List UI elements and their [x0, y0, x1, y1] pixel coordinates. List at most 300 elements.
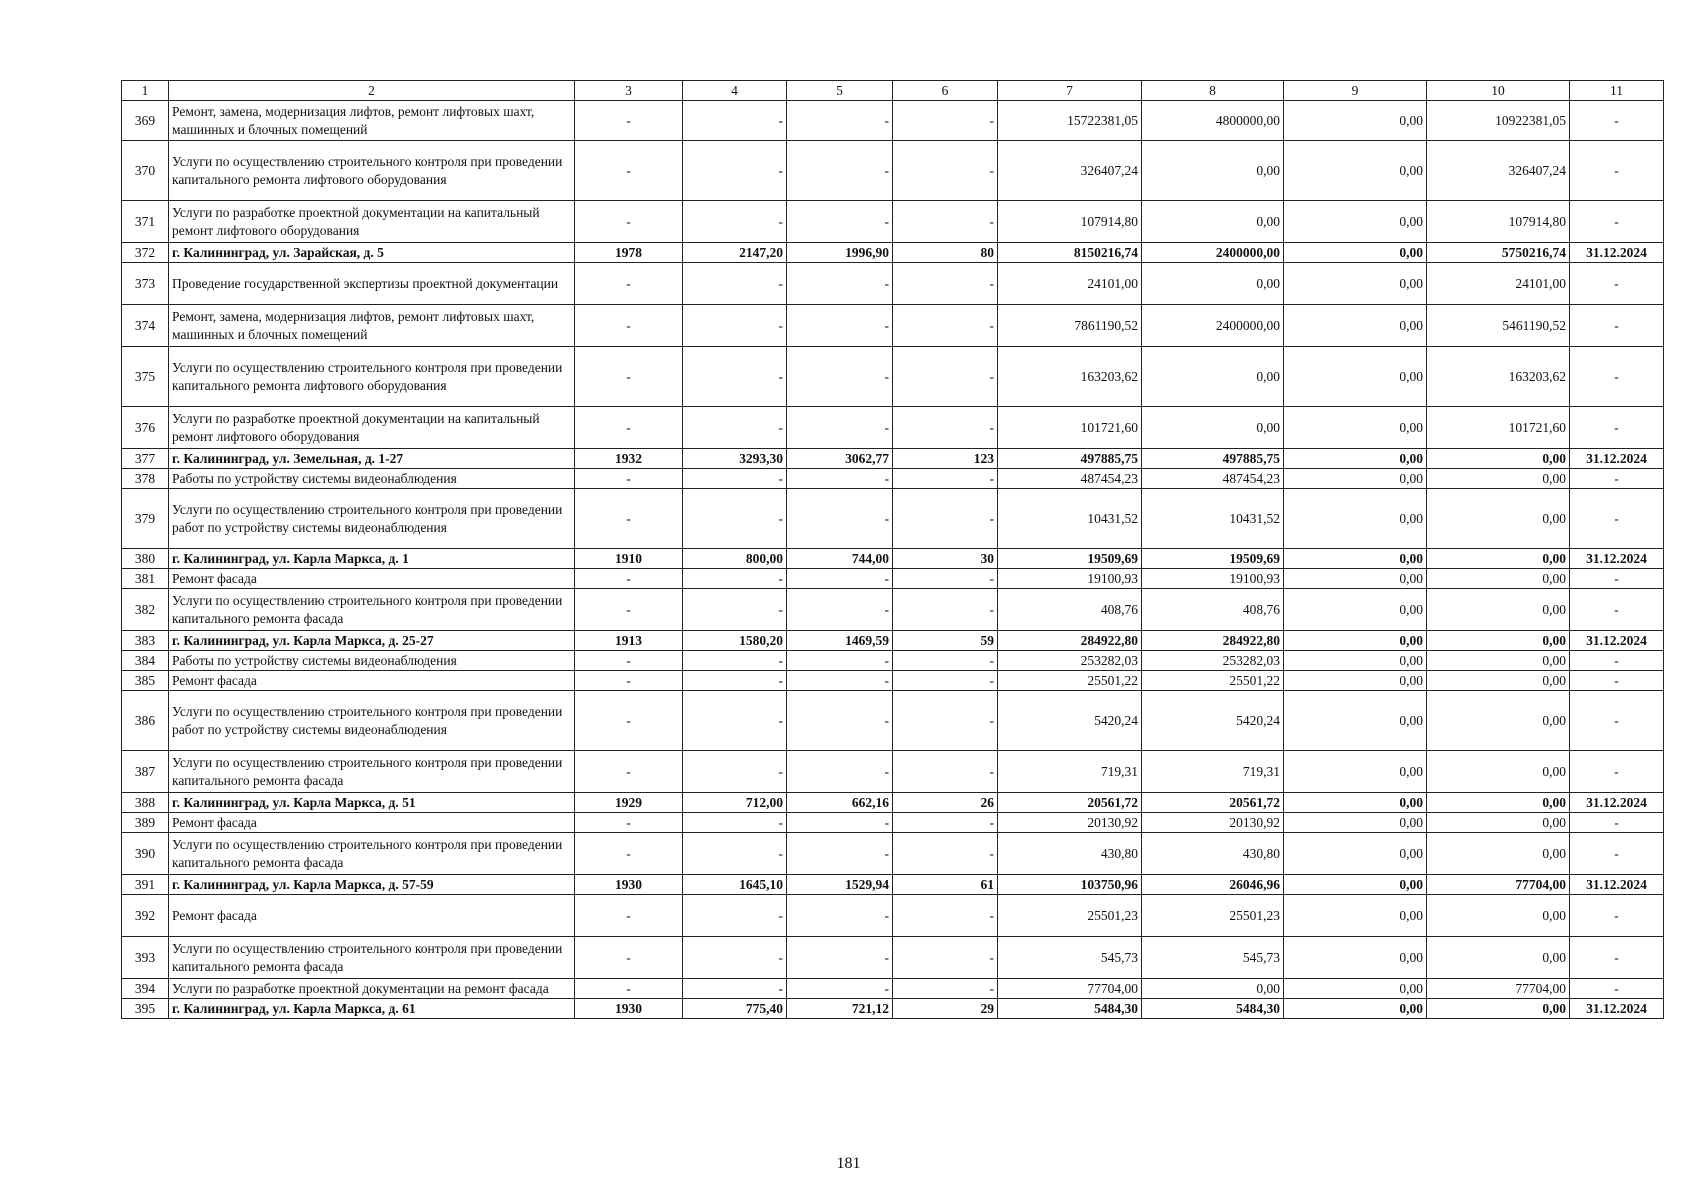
value-cell-6: 59 [893, 631, 998, 651]
header-cell: 9 [1284, 81, 1427, 101]
value-cell-9: 0,00 [1284, 489, 1427, 549]
value-cell-10: 0,00 [1427, 833, 1570, 875]
date-cell: - [1570, 751, 1664, 793]
date-cell: 31.12.2024 [1570, 999, 1664, 1019]
value-cell-6: - [893, 937, 998, 979]
value-cell-6: - [893, 813, 998, 833]
value-cell-6: - [893, 691, 998, 751]
row-name-cell: Услуги по разработке проектной документации на ремонт фасада [169, 979, 575, 999]
row-name-cell: Услуги по осуществлению строительного контроля при проведении капитального ремонта фасада [169, 937, 575, 979]
value-cell-4: - [683, 489, 787, 549]
row-number-cell: 371 [122, 201, 169, 243]
value-cell-8: 2400000,00 [1142, 243, 1284, 263]
value-cell-8: 10431,52 [1142, 489, 1284, 549]
page-number: 181 [836, 1155, 861, 1172]
table-row [122, 489, 1664, 549]
table-row [122, 751, 1664, 793]
date-cell: - [1570, 937, 1664, 979]
value-cell-9: 0,00 [1284, 813, 1427, 833]
value-cell-5: 721,12 [787, 999, 893, 1019]
value-cell-6: 29 [893, 999, 998, 1019]
value-cell-6: - [893, 101, 998, 141]
header-cell: 2 [169, 81, 575, 101]
year-cell: 1932 [575, 449, 683, 469]
row-name-cell: Услуги по осуществлению строительного контроля при проведении работ по устройству системы видеонаблюдения [169, 691, 575, 751]
value-cell-8: 0,00 [1142, 263, 1284, 305]
value-cell-5: - [787, 569, 893, 589]
value-cell-5: - [787, 895, 893, 937]
value-cell-6: - [893, 671, 998, 691]
value-cell-5: - [787, 937, 893, 979]
value-cell-6: - [893, 895, 998, 937]
date-cell: 31.12.2024 [1570, 875, 1664, 895]
year-cell: - [575, 651, 683, 671]
date-cell: 31.12.2024 [1570, 793, 1664, 813]
value-cell-6: - [893, 469, 998, 489]
value-cell-7: 430,80 [998, 833, 1142, 875]
header-cell: 8 [1142, 81, 1284, 101]
year-cell: - [575, 407, 683, 449]
row-name-cell: Услуги по разработке проектной документации на капитальный ремонт лифтового оборудования [169, 407, 575, 449]
value-cell-9: 0,00 [1284, 671, 1427, 691]
row-name-cell: г. Калининград, ул. Карла Маркса, д. 57-59 [169, 875, 575, 895]
year-cell: 1913 [575, 631, 683, 651]
row-number-cell: 389 [122, 813, 169, 833]
value-cell-8: 430,80 [1142, 833, 1284, 875]
value-cell-5: - [787, 469, 893, 489]
value-cell-10: 0,00 [1427, 937, 1570, 979]
value-cell-5: - [787, 263, 893, 305]
value-cell-8: 487454,23 [1142, 469, 1284, 489]
value-cell-10: 10922381,05 [1427, 101, 1570, 141]
value-cell-6: - [893, 305, 998, 347]
value-cell-5: - [787, 691, 893, 751]
value-cell-4: - [683, 201, 787, 243]
value-cell-8: 5484,30 [1142, 999, 1284, 1019]
value-cell-7: 487454,23 [998, 469, 1142, 489]
value-cell-10: 101721,60 [1427, 407, 1570, 449]
value-cell-10: 77704,00 [1427, 979, 1570, 999]
value-cell-9: 0,00 [1284, 793, 1427, 813]
year-cell: - [575, 751, 683, 793]
value-cell-10: 0,00 [1427, 751, 1570, 793]
value-cell-6: - [893, 651, 998, 671]
value-cell-5: - [787, 141, 893, 201]
row-number-cell: 379 [122, 489, 169, 549]
header-cell: 3 [575, 81, 683, 101]
value-cell-5: - [787, 347, 893, 407]
row-name-cell: г. Калининград, ул. Карла Маркса, д. 61 [169, 999, 575, 1019]
value-cell-9: 0,00 [1284, 201, 1427, 243]
value-cell-8: 2400000,00 [1142, 305, 1284, 347]
date-cell: - [1570, 895, 1664, 937]
value-cell-6: - [893, 589, 998, 631]
row-name-cell: Работы по устройству системы видеонаблюдения [169, 651, 575, 671]
value-cell-10: 0,00 [1427, 671, 1570, 691]
address-row [122, 999, 1664, 1019]
value-cell-9: 0,00 [1284, 549, 1427, 569]
value-cell-4: 775,40 [683, 999, 787, 1019]
value-cell-9: 0,00 [1284, 263, 1427, 305]
value-cell-4: - [683, 691, 787, 751]
value-cell-9: 0,00 [1284, 751, 1427, 793]
value-cell-4: - [683, 751, 787, 793]
table-row [122, 101, 1664, 141]
row-number-cell: 381 [122, 569, 169, 589]
value-cell-5: 1529,94 [787, 875, 893, 895]
row-number-cell: 390 [122, 833, 169, 875]
value-cell-7: 5420,24 [998, 691, 1142, 751]
value-cell-10: 0,00 [1427, 549, 1570, 569]
value-cell-6: 80 [893, 243, 998, 263]
column-number-header [122, 81, 1664, 101]
date-cell: - [1570, 305, 1664, 347]
value-cell-10: 0,00 [1427, 569, 1570, 589]
row-name-cell: г. Калининград, ул. Зарайская, д. 5 [169, 243, 575, 263]
value-cell-8: 0,00 [1142, 201, 1284, 243]
row-number-cell: 378 [122, 469, 169, 489]
value-cell-8: 25501,23 [1142, 895, 1284, 937]
value-cell-8: 20130,92 [1142, 813, 1284, 833]
table-row [122, 347, 1664, 407]
row-name-cell: Услуги по осуществлению строительного контроля при проведении капитального ремонта лифтового оборудования [169, 347, 575, 407]
value-cell-7: 24101,00 [998, 263, 1142, 305]
value-cell-10: 24101,00 [1427, 263, 1570, 305]
value-cell-8: 719,31 [1142, 751, 1284, 793]
row-number-cell: 372 [122, 243, 169, 263]
table-row [122, 407, 1664, 449]
row-number-cell: 382 [122, 589, 169, 631]
header-cell: 1 [122, 81, 169, 101]
year-cell: - [575, 979, 683, 999]
year-cell: - [575, 263, 683, 305]
value-cell-8: 253282,03 [1142, 651, 1284, 671]
value-cell-10: 0,00 [1427, 631, 1570, 651]
row-name-cell: г. Калининград, ул. Земельная, д. 1-27 [169, 449, 575, 469]
value-cell-10: 0,00 [1427, 489, 1570, 549]
value-cell-5: - [787, 651, 893, 671]
value-cell-6: 26 [893, 793, 998, 813]
value-cell-8: 0,00 [1142, 979, 1284, 999]
table-row [122, 469, 1664, 489]
table-row [122, 813, 1664, 833]
year-cell: - [575, 937, 683, 979]
row-number-cell: 369 [122, 101, 169, 141]
date-cell: - [1570, 833, 1664, 875]
table-row [122, 937, 1664, 979]
value-cell-4: - [683, 141, 787, 201]
value-cell-7: 103750,96 [998, 875, 1142, 895]
row-number-cell: 376 [122, 407, 169, 449]
year-cell: 1929 [575, 793, 683, 813]
value-cell-9: 0,00 [1284, 999, 1427, 1019]
header-cell: 4 [683, 81, 787, 101]
value-cell-4: - [683, 347, 787, 407]
value-cell-4: - [683, 671, 787, 691]
row-name-cell: г. Калининград, ул. Карла Маркса, д. 51 [169, 793, 575, 813]
value-cell-8: 408,76 [1142, 589, 1284, 631]
date-cell: - [1570, 201, 1664, 243]
year-cell: - [575, 895, 683, 937]
date-cell: - [1570, 651, 1664, 671]
value-cell-7: 101721,60 [998, 407, 1142, 449]
year-cell: 1910 [575, 549, 683, 569]
value-cell-9: 0,00 [1284, 631, 1427, 651]
row-name-cell: Услуги по осуществлению строительного контроля при проведении работ по устройству системы видеонаблюдения [169, 489, 575, 549]
table-row [122, 141, 1664, 201]
table-row [122, 979, 1664, 999]
value-cell-10: 0,00 [1427, 813, 1570, 833]
value-cell-7: 25501,23 [998, 895, 1142, 937]
value-cell-4: 1580,20 [683, 631, 787, 651]
row-name-cell: Услуги по осуществлению строительного контроля при проведении капитального ремонта лифтового оборудования [169, 141, 575, 201]
year-cell: - [575, 141, 683, 201]
value-cell-7: 107914,80 [998, 201, 1142, 243]
row-name-cell: Ремонт фасада [169, 813, 575, 833]
value-cell-8: 284922,80 [1142, 631, 1284, 651]
value-cell-7: 497885,75 [998, 449, 1142, 469]
date-cell: - [1570, 407, 1664, 449]
date-cell: - [1570, 569, 1664, 589]
value-cell-7: 15722381,05 [998, 101, 1142, 141]
header-cell: 7 [998, 81, 1142, 101]
year-cell: - [575, 347, 683, 407]
address-row [122, 449, 1664, 469]
value-cell-4: 800,00 [683, 549, 787, 569]
value-cell-10: 0,00 [1427, 691, 1570, 751]
value-cell-9: 0,00 [1284, 589, 1427, 631]
value-cell-4: - [683, 895, 787, 937]
value-cell-10: 5461190,52 [1427, 305, 1570, 347]
value-cell-9: 0,00 [1284, 651, 1427, 671]
table-row [122, 201, 1664, 243]
value-cell-7: 20561,72 [998, 793, 1142, 813]
value-cell-7: 719,31 [998, 751, 1142, 793]
table-row [122, 263, 1664, 305]
value-cell-8: 497885,75 [1142, 449, 1284, 469]
year-cell: - [575, 489, 683, 549]
row-name-cell: Услуги по осуществлению строительного контроля при проведении капитального ремонта фасада [169, 589, 575, 631]
value-cell-6: - [893, 489, 998, 549]
value-cell-7: 77704,00 [998, 979, 1142, 999]
value-cell-5: - [787, 751, 893, 793]
value-cell-10: 326407,24 [1427, 141, 1570, 201]
value-cell-4: 712,00 [683, 793, 787, 813]
address-row [122, 793, 1664, 813]
value-cell-5: - [787, 101, 893, 141]
value-cell-4: - [683, 833, 787, 875]
value-cell-4: - [683, 569, 787, 589]
table-row [122, 305, 1664, 347]
date-cell: - [1570, 813, 1664, 833]
value-cell-9: 0,00 [1284, 449, 1427, 469]
value-cell-9: 0,00 [1284, 691, 1427, 751]
table-row [122, 569, 1664, 589]
value-cell-7: 253282,03 [998, 651, 1142, 671]
table-row [122, 671, 1664, 691]
value-cell-6: - [893, 347, 998, 407]
value-cell-5: - [787, 833, 893, 875]
value-cell-6: - [893, 979, 998, 999]
value-cell-9: 0,00 [1284, 979, 1427, 999]
value-cell-4: - [683, 305, 787, 347]
value-cell-7: 19509,69 [998, 549, 1142, 569]
date-cell: - [1570, 141, 1664, 201]
value-cell-5: 744,00 [787, 549, 893, 569]
year-cell: - [575, 833, 683, 875]
value-cell-6: - [893, 833, 998, 875]
row-name-cell: г. Калининград, ул. Карла Маркса, д. 1 [169, 549, 575, 569]
row-name-cell: Работы по устройству системы видеонаблюдения [169, 469, 575, 489]
register-table [121, 80, 1664, 1019]
value-cell-9: 0,00 [1284, 937, 1427, 979]
table-row [122, 589, 1664, 631]
header-cell: 6 [893, 81, 998, 101]
date-cell: 31.12.2024 [1570, 549, 1664, 569]
year-cell: - [575, 813, 683, 833]
value-cell-9: 0,00 [1284, 141, 1427, 201]
value-cell-6: - [893, 201, 998, 243]
value-cell-9: 0,00 [1284, 305, 1427, 347]
value-cell-7: 19100,93 [998, 569, 1142, 589]
value-cell-4: - [683, 101, 787, 141]
value-cell-9: 0,00 [1284, 243, 1427, 263]
row-name-cell: Ремонт фасада [169, 569, 575, 589]
address-row [122, 243, 1664, 263]
year-cell: - [575, 101, 683, 141]
date-cell: - [1570, 347, 1664, 407]
row-number-cell: 395 [122, 999, 169, 1019]
date-cell: 31.12.2024 [1570, 631, 1664, 651]
value-cell-5: 1469,59 [787, 631, 893, 651]
address-row [122, 549, 1664, 569]
row-name-cell: Ремонт фасада [169, 671, 575, 691]
address-row [122, 875, 1664, 895]
row-number-cell: 388 [122, 793, 169, 813]
value-cell-10: 77704,00 [1427, 875, 1570, 895]
value-cell-4: - [683, 407, 787, 449]
row-name-cell: Услуги по разработке проектной документации на капитальный ремонт лифтового оборудования [169, 201, 575, 243]
value-cell-7: 326407,24 [998, 141, 1142, 201]
value-cell-7: 284922,80 [998, 631, 1142, 651]
row-number-cell: 394 [122, 979, 169, 999]
value-cell-10: 0,00 [1427, 895, 1570, 937]
value-cell-5: - [787, 979, 893, 999]
value-cell-9: 0,00 [1284, 469, 1427, 489]
row-name-cell: Ремонт, замена, модернизация лифтов, ремонт лифтовых шахт, машинных и блочных помещений [169, 305, 575, 347]
row-number-cell: 393 [122, 937, 169, 979]
table-body [122, 81, 1664, 1019]
row-number-cell: 374 [122, 305, 169, 347]
header-cell: 11 [1570, 81, 1664, 101]
value-cell-4: 3293,30 [683, 449, 787, 469]
value-cell-6: - [893, 569, 998, 589]
row-number-cell: 386 [122, 691, 169, 751]
date-cell: - [1570, 979, 1664, 999]
value-cell-6: - [893, 407, 998, 449]
row-number-cell: 387 [122, 751, 169, 793]
value-cell-6: 123 [893, 449, 998, 469]
value-cell-8: 26046,96 [1142, 875, 1284, 895]
year-cell: - [575, 201, 683, 243]
row-number-cell: 385 [122, 671, 169, 691]
value-cell-4: - [683, 469, 787, 489]
date-cell: - [1570, 469, 1664, 489]
row-name-cell: Услуги по осуществлению строительного контроля при проведении капитального ремонта фасада [169, 833, 575, 875]
date-cell: - [1570, 589, 1664, 631]
row-number-cell: 375 [122, 347, 169, 407]
value-cell-4: - [683, 589, 787, 631]
value-cell-10: 0,00 [1427, 449, 1570, 469]
value-cell-10: 0,00 [1427, 589, 1570, 631]
value-cell-7: 7861190,52 [998, 305, 1142, 347]
value-cell-8: 0,00 [1142, 407, 1284, 449]
value-cell-6: - [893, 141, 998, 201]
value-cell-7: 545,73 [998, 937, 1142, 979]
value-cell-9: 0,00 [1284, 569, 1427, 589]
value-cell-8: 0,00 [1142, 347, 1284, 407]
value-cell-7: 10431,52 [998, 489, 1142, 549]
value-cell-7: 8150216,74 [998, 243, 1142, 263]
year-cell: 1978 [575, 243, 683, 263]
row-name-cell: Проведение государственной экспертизы проектной документации [169, 263, 575, 305]
value-cell-9: 0,00 [1284, 101, 1427, 141]
table-row [122, 651, 1664, 671]
date-cell: - [1570, 489, 1664, 549]
year-cell: 1930 [575, 999, 683, 1019]
row-number-cell: 383 [122, 631, 169, 651]
year-cell: 1930 [575, 875, 683, 895]
row-number-cell: 373 [122, 263, 169, 305]
table-row [122, 691, 1664, 751]
header-cell: 5 [787, 81, 893, 101]
date-cell: 31.12.2024 [1570, 449, 1664, 469]
row-name-cell: Услуги по осуществлению строительного контроля при проведении капитального ремонта фасада [169, 751, 575, 793]
value-cell-8: 25501,22 [1142, 671, 1284, 691]
value-cell-10: 163203,62 [1427, 347, 1570, 407]
value-cell-4: - [683, 937, 787, 979]
value-cell-10: 5750216,74 [1427, 243, 1570, 263]
row-number-cell: 392 [122, 895, 169, 937]
row-number-cell: 380 [122, 549, 169, 569]
date-cell: - [1570, 691, 1664, 751]
value-cell-10: 0,00 [1427, 651, 1570, 671]
date-cell: - [1570, 671, 1664, 691]
value-cell-5: - [787, 671, 893, 691]
date-cell: 31.12.2024 [1570, 243, 1664, 263]
value-cell-7: 408,76 [998, 589, 1142, 631]
value-cell-7: 5484,30 [998, 999, 1142, 1019]
value-cell-10: 107914,80 [1427, 201, 1570, 243]
address-row [122, 631, 1664, 651]
year-cell: - [575, 589, 683, 631]
value-cell-6: - [893, 751, 998, 793]
value-cell-9: 0,00 [1284, 875, 1427, 895]
row-number-cell: 384 [122, 651, 169, 671]
year-cell: - [575, 671, 683, 691]
value-cell-4: - [683, 263, 787, 305]
row-number-cell: 370 [122, 141, 169, 201]
year-cell: - [575, 469, 683, 489]
value-cell-9: 0,00 [1284, 347, 1427, 407]
table-row [122, 895, 1664, 937]
value-cell-10: 0,00 [1427, 793, 1570, 813]
value-cell-4: - [683, 979, 787, 999]
value-cell-5: 1996,90 [787, 243, 893, 263]
row-name-cell: Ремонт фасада [169, 895, 575, 937]
value-cell-8: 5420,24 [1142, 691, 1284, 751]
year-cell: - [575, 305, 683, 347]
